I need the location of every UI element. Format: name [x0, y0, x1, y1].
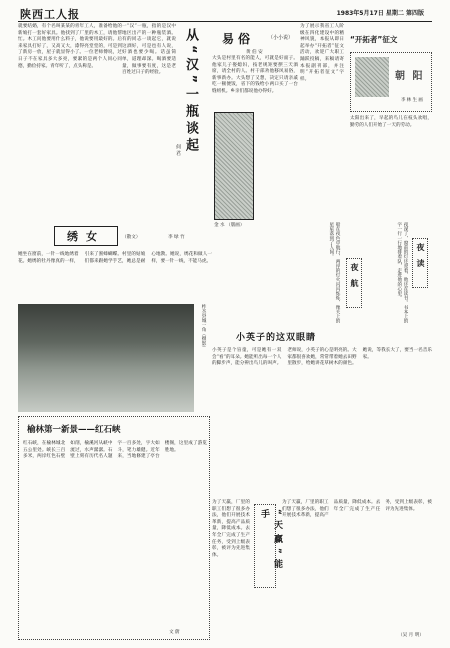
woodcut-print-image	[214, 112, 254, 220]
yehang-title: 夜航	[350, 263, 359, 295]
yehang-text: 船在夜色中航行，两岸的灯火闪闪烁烁，像天上的星星落到了人间。	[328, 222, 340, 324]
yeyu-title-box	[412, 238, 428, 288]
yeyu-title: 夜读	[416, 243, 425, 275]
yisu-subtitle: （小小说）	[268, 35, 294, 41]
yisu-author: 黄 伯 安	[246, 50, 263, 55]
yisu-article	[212, 24, 298, 232]
newspaper-masthead: 陕西工人报	[20, 8, 80, 21]
xiaoyingzi-article	[212, 328, 432, 498]
factory-photo	[18, 304, 194, 412]
cong-article-text: 一“汉”一瓶，指的是汉中地区出产的一种瓶装酒。有的同志一谈起它，就说这酒好，可是也有人说，好酒也要少喝。话虽简单，道理却深。喝酒要适量，做事要有度，这是老百姓过日子的经验。	[122, 24, 176, 76]
huamiao-text: 红石峡，在榆林城北五公里处。峡长三百多米，两岸红色石壁如削，榆溪河从峡中流过，水声潺潺。石壁上刻有历代名人题字一百多处，字大如斗，笔力雄健。近年来，当地修建了亭台楼阁，这里成了游览胜地。	[23, 441, 207, 460]
zhengwen-title: “开拓者”征文	[350, 35, 398, 44]
yisu-article-text: 大头是村里有名的能人，可就是好面子。他家儿子娶媳妇，按老规矩要摆三天酒席，请全村的人。村干部劝他移风易俗，新事新办。大头想了又想，决定只请亲戚吃一顿便饭，省下的钱给小两口买了一台缝纫机。乡亲们都说他办得好。	[212, 56, 298, 94]
photo-caption: 柞水县城一角（摄影）	[201, 304, 206, 350]
zhengwen-decor-text: 太阳出来了，早起的鸟儿在枝头欢唱，勤劳的人们开始了一天的劳动。	[350, 116, 432, 128]
seedling-illustration	[355, 57, 389, 97]
xiunv-author: 李 绿 竹	[168, 235, 185, 240]
xiunv-article-text: 她坐在窗前，一针一线地绣着花。她绣的牡丹像真的一样，引来了蜜蜂蝴蝶。村里的姑娘们都来跟她学手艺，她总是耐心地教。她说，绣花和做人一样，要一针一线，不能马虎。	[18, 252, 212, 264]
col1-article-text: 就要结婚，有个名叫某某的青年工人，准备给他的新娘打一套好家具。他找到了厂里的木工，请他帮忙。木工问他要用什么料子，他说要用最好的。后来家具打好了，又高又大，漆得亮堂堂的，可是到了新房一放，屋子就显得小了。一位老师傅说，过日子不在家具多大多亮，要紧的是两个人同心同德，勤俭持家。青年听了，点头称是。	[18, 24, 122, 69]
zhengwen-left-text: 为了展示我省工人阶级在四化建设中的精神风貌，本报从即日起举办“开拓者”征文活动，欢迎广大职工踊跃投稿，来稿请寄本报副刊部，并注明“开拓者征文”字样。	[300, 24, 344, 82]
yisu-title: 易俗	[222, 32, 255, 46]
zhengwen-decor-box	[350, 52, 432, 112]
dateline: 1983年5月17日 星期二 第四版	[336, 10, 424, 17]
bottom-credit: （吴 月 明）	[398, 633, 424, 638]
huamiao-title: 榆林第一新景——红石峡	[27, 425, 121, 435]
zhengwen-decor-title: 朝 阳	[395, 71, 425, 82]
xiunv-title: 绣女	[54, 226, 118, 246]
huamiao-article	[18, 416, 210, 640]
yeyu-text: 夜深了，窗前的灯还亮着，他还在读书。书本上的字一行一行地排着队，走进他的心里。	[396, 222, 408, 324]
tianying-title: “天赢”能手	[259, 509, 282, 573]
xiunv-subtitle: （散文）	[122, 235, 141, 240]
zhengwen-column	[300, 24, 432, 220]
xiunv-article	[18, 222, 212, 300]
zhengwen-decor-author: 李 林 生 画	[401, 98, 423, 103]
huamiao-author: 文 蔚	[169, 630, 180, 635]
cong-author: 何 君	[175, 144, 181, 156]
tianying-left-text: 为了天赢，厂里的职工们想了很多办法，他们开展技术革新，提高产品质量，降低成本。去年全厂完成了生产任务，受到上级表彰，被评为先进集体。	[212, 500, 250, 558]
cong-article	[122, 24, 210, 220]
tianying-title-box	[254, 504, 282, 588]
tianying-right-text: 为了天赢，厂里的职工们想了很多办法，他们开展技术革新，提高产品质量，降低成本。去年全厂完成了生产任务，受到上级表彰，被评为先进集体。	[282, 500, 432, 519]
yehang-title-box	[346, 258, 362, 308]
header-rule	[18, 21, 432, 22]
tianying-article	[212, 500, 432, 640]
woodcut-caption: 金 水 （版画）	[214, 223, 245, 228]
xiaoyingzi-text: 小英子是个盲童，可是她有一双会“看”的耳朵。她能听出每一个人的脚步声，能分辨出鸟儿的叫声。老师说，小英子的心是明亮的。大家都很喜欢她，常常带着她去田野里散步，给她讲花草树木的颜色。她说，等我长大了，要当一名音乐家。	[212, 348, 432, 367]
poems-block	[300, 222, 432, 326]
cong-title: 从“汉”一瓶谈起	[183, 28, 198, 156]
xiaoyingzi-title: 小英子的这双眼睛	[236, 333, 317, 343]
